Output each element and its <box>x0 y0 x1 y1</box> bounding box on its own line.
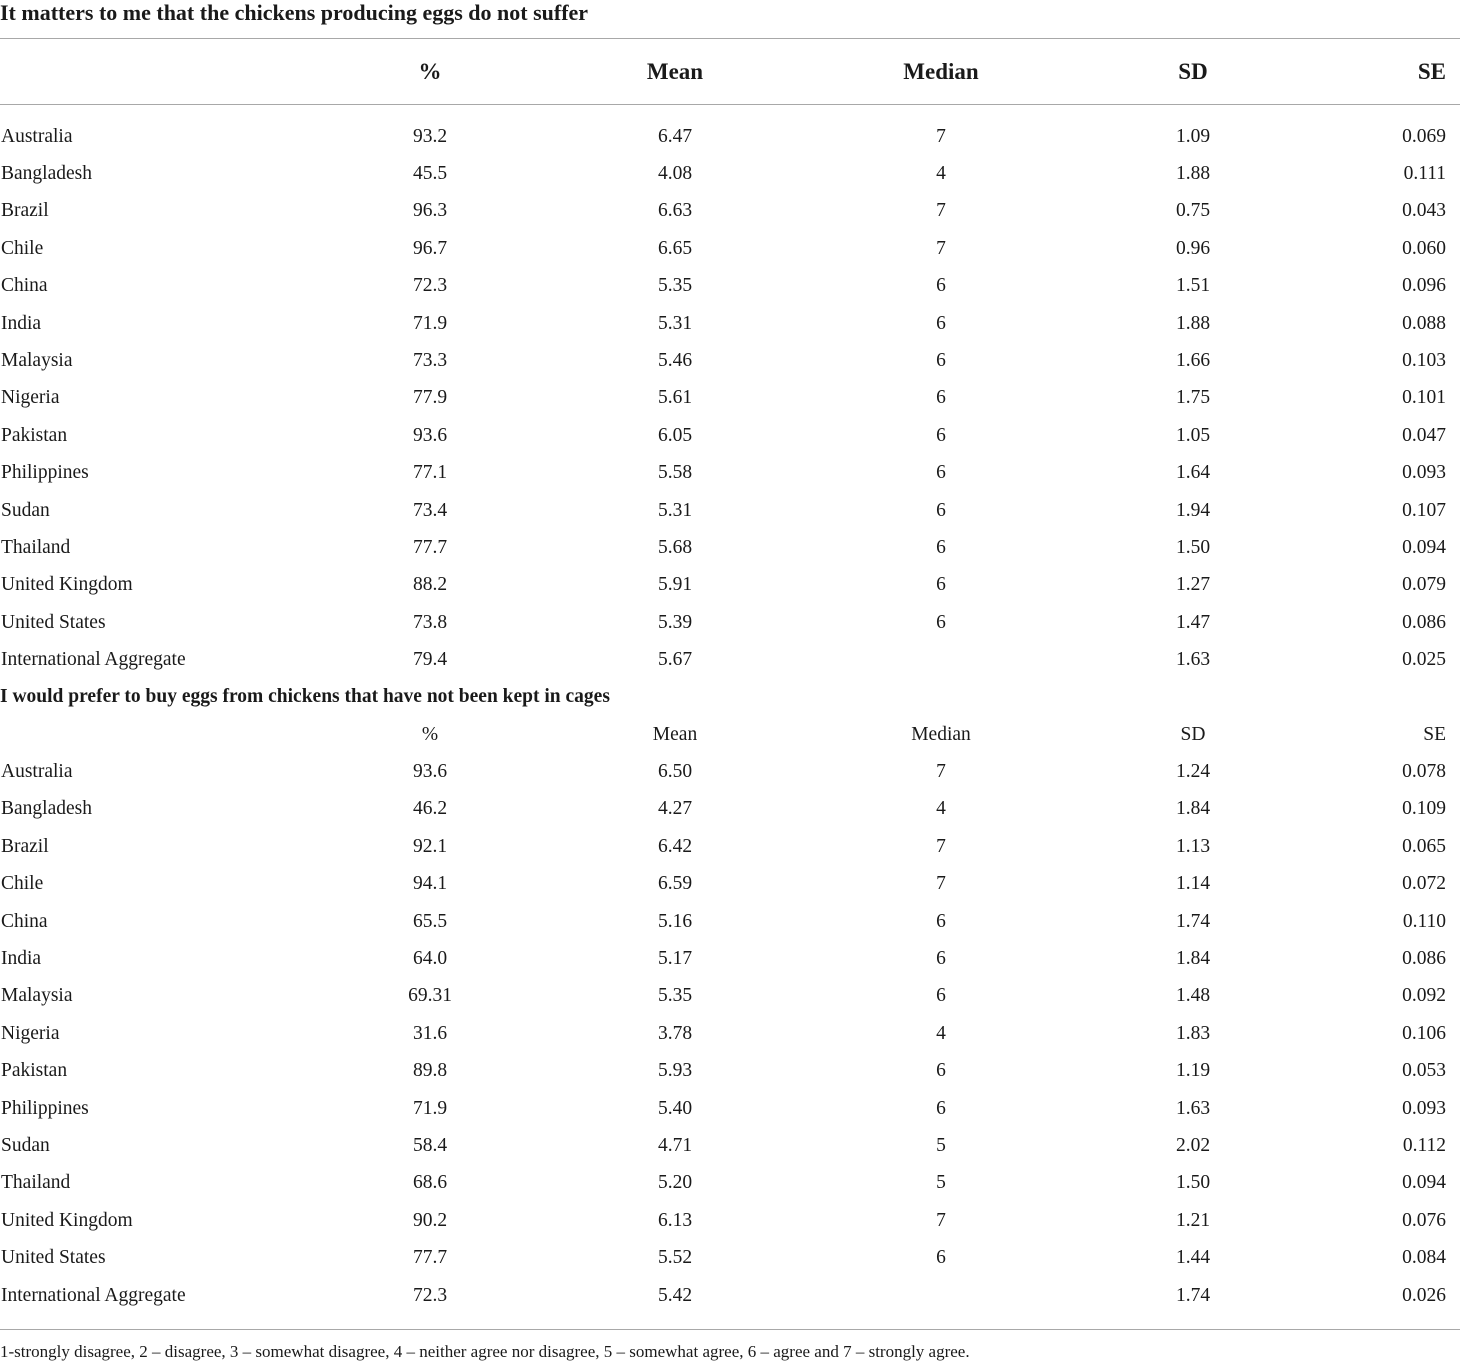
cell-median: 6 <box>936 499 946 521</box>
cell-mean: 5.17 <box>657 948 693 970</box>
cell-sd: 1.47 <box>1175 611 1211 633</box>
table-row <box>0 791 1460 828</box>
cell-median: 7 <box>936 125 946 147</box>
cell-median: 6 <box>936 1060 946 1082</box>
cell-mean: 4.71 <box>657 1134 693 1156</box>
table-row <box>0 529 1460 566</box>
cell-sd: 1.63 <box>1175 1097 1211 1119</box>
cell-mean: 5.35 <box>657 275 693 297</box>
cell-country: United States <box>1 611 106 633</box>
cell-percent: 96.7 <box>412 237 448 259</box>
cell-mean: 5.52 <box>657 1247 693 1269</box>
cell-country: India <box>1 312 42 334</box>
cell-percent: 58.4 <box>412 1134 448 1156</box>
cell-percent: 73.8 <box>412 611 448 633</box>
cell-sd: 1.24 <box>1175 761 1211 783</box>
section2-title: I would prefer to buy eggs from chickens that have not been kept in cages <box>0 686 610 707</box>
table-row <box>0 1015 1460 1052</box>
cell-median: 7 <box>936 761 946 783</box>
cell-country: International Aggregate <box>1 649 186 671</box>
cell-median: 6 <box>936 387 946 409</box>
section1-title: It matters to me that the chickens producing eggs do not suffer <box>0 0 589 25</box>
table-row <box>0 641 1460 678</box>
cell-sd: 1.09 <box>1175 125 1211 147</box>
cell-se: 0.094 <box>1402 536 1446 558</box>
cell-se: 0.043 <box>1402 200 1446 222</box>
table-row <box>0 1277 1460 1314</box>
cell-country: Nigeria <box>1 387 60 409</box>
table-row <box>0 866 1460 903</box>
cell-median: 6 <box>936 985 946 1007</box>
cell-sd: 1.50 <box>1175 1172 1211 1194</box>
cell-sd: 1.14 <box>1175 873 1211 895</box>
cell-se: 0.103 <box>1402 350 1446 372</box>
cell-median: 6 <box>936 948 946 970</box>
cell-sd: 1.66 <box>1175 350 1211 372</box>
cell-mean: 6.65 <box>657 237 693 259</box>
cell-se: 0.084 <box>1402 1247 1446 1269</box>
cell-country: Philippines <box>1 462 89 484</box>
section1-header-row <box>0 39 1460 105</box>
cell-median: 5 <box>936 1172 946 1194</box>
cell-percent: 77.1 <box>412 462 448 484</box>
cell-mean: 5.42 <box>657 1284 693 1306</box>
cell-median: 7 <box>936 1209 946 1231</box>
cell-median: 6 <box>936 910 946 932</box>
cell-median: 6 <box>936 611 946 633</box>
cell-mean: 5.46 <box>657 350 693 372</box>
cell-median: 7 <box>936 237 946 259</box>
cell-country: Sudan <box>1 1134 50 1156</box>
cell-country: United Kingdom <box>1 1209 133 1231</box>
cell-se: 0.069 <box>1402 125 1446 147</box>
cell-mean: 5.58 <box>657 462 693 484</box>
table-row <box>0 417 1460 454</box>
cell-percent: 79.4 <box>412 649 448 671</box>
cell-sd: 1.83 <box>1175 1022 1211 1044</box>
cell-median: 6 <box>936 1097 946 1119</box>
cell-sd: 1.21 <box>1175 1209 1211 1231</box>
cell-mean: 5.31 <box>657 312 693 334</box>
cell-percent: 68.6 <box>412 1172 448 1194</box>
cell-mean: 5.20 <box>657 1172 693 1194</box>
table-row <box>0 268 1460 305</box>
cell-country: China <box>1 910 48 932</box>
cell-mean: 6.59 <box>657 873 693 895</box>
cell-sd: 1.94 <box>1175 499 1211 521</box>
cell-percent: 94.1 <box>412 873 448 895</box>
cell-mean: 3.78 <box>657 1022 693 1044</box>
cell-country: Brazil <box>1 835 49 857</box>
footnote: 1-strongly disagree, 2 – disagree, 3 – somewhat disagree, 4 – neither agree nor disagree, 5 – somewhat agree, 6 – agree and 7 – strongly agree. <box>0 1342 970 1361</box>
table-row <box>0 1202 1460 1239</box>
cell-se: 0.053 <box>1402 1060 1446 1082</box>
cell-mean: 6.13 <box>657 1209 693 1231</box>
cell-sd: 1.74 <box>1175 910 1211 932</box>
cell-median: 6 <box>936 424 946 446</box>
section1-header-table <box>0 39 1460 105</box>
cell-se: 0.079 <box>1402 574 1446 596</box>
cell-mean: 5.93 <box>657 1060 693 1082</box>
section2-header-percent: % <box>421 723 439 745</box>
cell-country: Philippines <box>1 1097 89 1119</box>
table-row <box>0 1090 1460 1127</box>
cell-mean: 5.91 <box>657 574 693 596</box>
table-row <box>0 155 1460 192</box>
bottom-rule <box>0 1329 1460 1330</box>
cell-percent: 77.7 <box>412 536 448 558</box>
cell-median: 4 <box>936 1022 946 1044</box>
cell-percent: 73.4 <box>412 499 448 521</box>
cell-percent: 69.31 <box>408 985 452 1007</box>
cell-se: 0.101 <box>1402 387 1446 409</box>
cell-mean: 5.39 <box>657 611 693 633</box>
cell-se: 0.025 <box>1402 649 1446 671</box>
cell-percent: 65.5 <box>412 910 448 932</box>
cell-percent: 93.2 <box>412 125 448 147</box>
table-row <box>0 604 1460 641</box>
cell-percent: 93.6 <box>412 761 448 783</box>
cell-se: 0.109 <box>1402 798 1446 820</box>
cell-se: 0.047 <box>1402 424 1446 446</box>
cell-se: 0.026 <box>1402 1284 1446 1306</box>
cell-country: Thailand <box>1 1172 71 1194</box>
cell-mean: 6.50 <box>657 761 693 783</box>
cell-country: Chile <box>1 237 44 259</box>
cell-median: 6 <box>936 574 946 596</box>
section2-table <box>0 716 1460 1314</box>
section1-table <box>0 118 1460 679</box>
cell-mean: 6.47 <box>657 125 693 147</box>
cell-median: 5 <box>936 1134 946 1156</box>
section2-header-median: Median <box>911 723 971 745</box>
table-row <box>0 1165 1460 1202</box>
cell-sd: 1.63 <box>1175 649 1211 671</box>
cell-percent: 92.1 <box>412 835 448 857</box>
cell-se: 0.060 <box>1402 237 1446 259</box>
table-row <box>0 903 1460 940</box>
cell-se: 0.078 <box>1402 761 1446 783</box>
cell-median: 6 <box>936 462 946 484</box>
cell-sd: 1.74 <box>1175 1284 1211 1306</box>
cell-percent: 88.2 <box>412 574 448 596</box>
table-row <box>0 455 1460 492</box>
table-row <box>0 828 1460 865</box>
table-row <box>0 193 1460 230</box>
table-row <box>0 1053 1460 1090</box>
cell-sd: 2.02 <box>1175 1134 1211 1156</box>
cell-percent: 90.2 <box>412 1209 448 1231</box>
table-row <box>0 1127 1460 1164</box>
cell-percent: 71.9 <box>412 312 448 334</box>
table-row <box>0 567 1460 604</box>
table-row <box>0 118 1460 155</box>
cell-country: United States <box>1 1247 106 1269</box>
cell-sd: 0.96 <box>1175 237 1211 259</box>
cell-median <box>800 641 1082 678</box>
table-row <box>0 1239 1460 1276</box>
cell-sd: 1.88 <box>1175 163 1211 185</box>
cell-se: 0.076 <box>1402 1209 1446 1231</box>
cell-percent: 31.6 <box>412 1022 448 1044</box>
table-row <box>0 978 1460 1015</box>
section1-header-se: SE <box>1417 59 1446 84</box>
cell-sd: 1.75 <box>1175 387 1211 409</box>
cell-mean: 5.31 <box>657 499 693 521</box>
cell-country: China <box>1 275 48 297</box>
cell-se: 0.112 <box>1402 1134 1446 1156</box>
cell-percent: 45.5 <box>412 163 448 185</box>
section2-header-row <box>0 716 1460 753</box>
cell-mean: 5.61 <box>657 387 693 409</box>
cell-sd: 1.84 <box>1175 798 1211 820</box>
cell-country: Malaysia <box>1 985 73 1007</box>
cell-se: 0.093 <box>1402 462 1446 484</box>
cell-sd: 1.19 <box>1175 1060 1211 1082</box>
cell-mean: 5.67 <box>657 649 693 671</box>
cell-country: Brazil <box>1 200 49 222</box>
header-rule <box>0 104 1460 105</box>
table-row <box>0 342 1460 379</box>
table-row <box>0 940 1460 977</box>
cell-percent: 93.6 <box>412 424 448 446</box>
section1-header-mean: Mean <box>646 59 704 84</box>
cell-median: 6 <box>936 350 946 372</box>
cell-country: Pakistan <box>1 1060 68 1082</box>
cell-country: Bangladesh <box>1 798 92 820</box>
cell-sd: 1.44 <box>1175 1247 1211 1269</box>
cell-se: 0.065 <box>1402 835 1446 857</box>
cell-sd: 1.27 <box>1175 574 1211 596</box>
cell-percent: 71.9 <box>412 1097 448 1119</box>
cell-median: 4 <box>936 163 946 185</box>
section1-header-country <box>0 39 310 105</box>
table-row <box>0 753 1460 790</box>
cell-percent: 64.0 <box>412 948 448 970</box>
cell-median: 7 <box>936 873 946 895</box>
cell-sd: 0.75 <box>1175 200 1211 222</box>
cell-country: Bangladesh <box>1 163 92 185</box>
section2-header-mean: Mean <box>652 723 698 745</box>
cell-se: 0.072 <box>1402 873 1446 895</box>
cell-mean: 4.27 <box>657 798 693 820</box>
cell-median: 6 <box>936 536 946 558</box>
cell-country: Australia <box>1 761 73 783</box>
cell-sd: 1.05 <box>1175 424 1211 446</box>
cell-percent: 73.3 <box>412 350 448 372</box>
section1-header-median: Median <box>903 59 979 84</box>
cell-sd: 1.84 <box>1175 948 1211 970</box>
cell-se: 0.094 <box>1402 1172 1446 1194</box>
cell-country: United Kingdom <box>1 574 133 596</box>
cell-se: 0.092 <box>1402 985 1446 1007</box>
cell-country: Malaysia <box>1 350 73 372</box>
cell-sd: 1.88 <box>1175 312 1211 334</box>
cell-sd: 1.13 <box>1175 835 1211 857</box>
cell-country: International Aggregate <box>1 1284 186 1306</box>
cell-se: 0.086 <box>1402 611 1446 633</box>
cell-median: 4 <box>936 798 946 820</box>
cell-se: 0.110 <box>1402 910 1446 932</box>
cell-se: 0.086 <box>1402 948 1446 970</box>
cell-country: India <box>1 948 42 970</box>
cell-country: Thailand <box>1 536 71 558</box>
cell-se: 0.106 <box>1402 1022 1446 1044</box>
cell-se: 0.088 <box>1402 312 1446 334</box>
cell-se: 0.111 <box>1403 163 1446 185</box>
cell-median: 6 <box>936 312 946 334</box>
cell-median <box>800 1277 1082 1314</box>
section2-header-sd: SD <box>1180 723 1206 745</box>
cell-country: Chile <box>1 873 44 895</box>
cell-median: 7 <box>936 200 946 222</box>
section1-header-percent: % <box>418 59 442 84</box>
cell-country: Pakistan <box>1 424 68 446</box>
cell-percent: 77.7 <box>412 1247 448 1269</box>
cell-mean: 5.16 <box>657 910 693 932</box>
cell-percent: 96.3 <box>412 200 448 222</box>
cell-sd: 1.48 <box>1175 985 1211 1007</box>
cell-mean: 6.05 <box>657 424 693 446</box>
cell-se: 0.093 <box>1402 1097 1446 1119</box>
cell-country: Australia <box>1 125 73 147</box>
section2-header-se: SE <box>1423 723 1446 745</box>
cell-median: 7 <box>936 835 946 857</box>
cell-percent: 72.3 <box>412 1284 448 1306</box>
cell-percent: 46.2 <box>412 798 448 820</box>
cell-se: 0.096 <box>1402 275 1446 297</box>
section2-header-country <box>0 716 310 753</box>
cell-se: 0.107 <box>1402 499 1446 521</box>
section1-header-sd: SD <box>1178 59 1208 84</box>
cell-country: Nigeria <box>1 1022 60 1044</box>
cell-median: 6 <box>936 275 946 297</box>
table-row <box>0 380 1460 417</box>
cell-country: Sudan <box>1 499 50 521</box>
table-row <box>0 492 1460 529</box>
cell-mean: 5.40 <box>657 1097 693 1119</box>
table-row <box>0 305 1460 342</box>
cell-percent: 72.3 <box>412 275 448 297</box>
cell-median: 6 <box>936 1247 946 1269</box>
table-row <box>0 230 1460 267</box>
cell-percent: 77.9 <box>412 387 448 409</box>
cell-percent: 89.8 <box>412 1060 448 1082</box>
cell-sd: 1.51 <box>1175 275 1211 297</box>
cell-mean: 6.42 <box>657 835 693 857</box>
cell-sd: 1.50 <box>1175 536 1211 558</box>
cell-mean: 6.63 <box>657 200 693 222</box>
cell-mean: 5.35 <box>657 985 693 1007</box>
cell-sd: 1.64 <box>1175 462 1211 484</box>
cell-mean: 5.68 <box>657 536 693 558</box>
cell-mean: 4.08 <box>657 163 693 185</box>
